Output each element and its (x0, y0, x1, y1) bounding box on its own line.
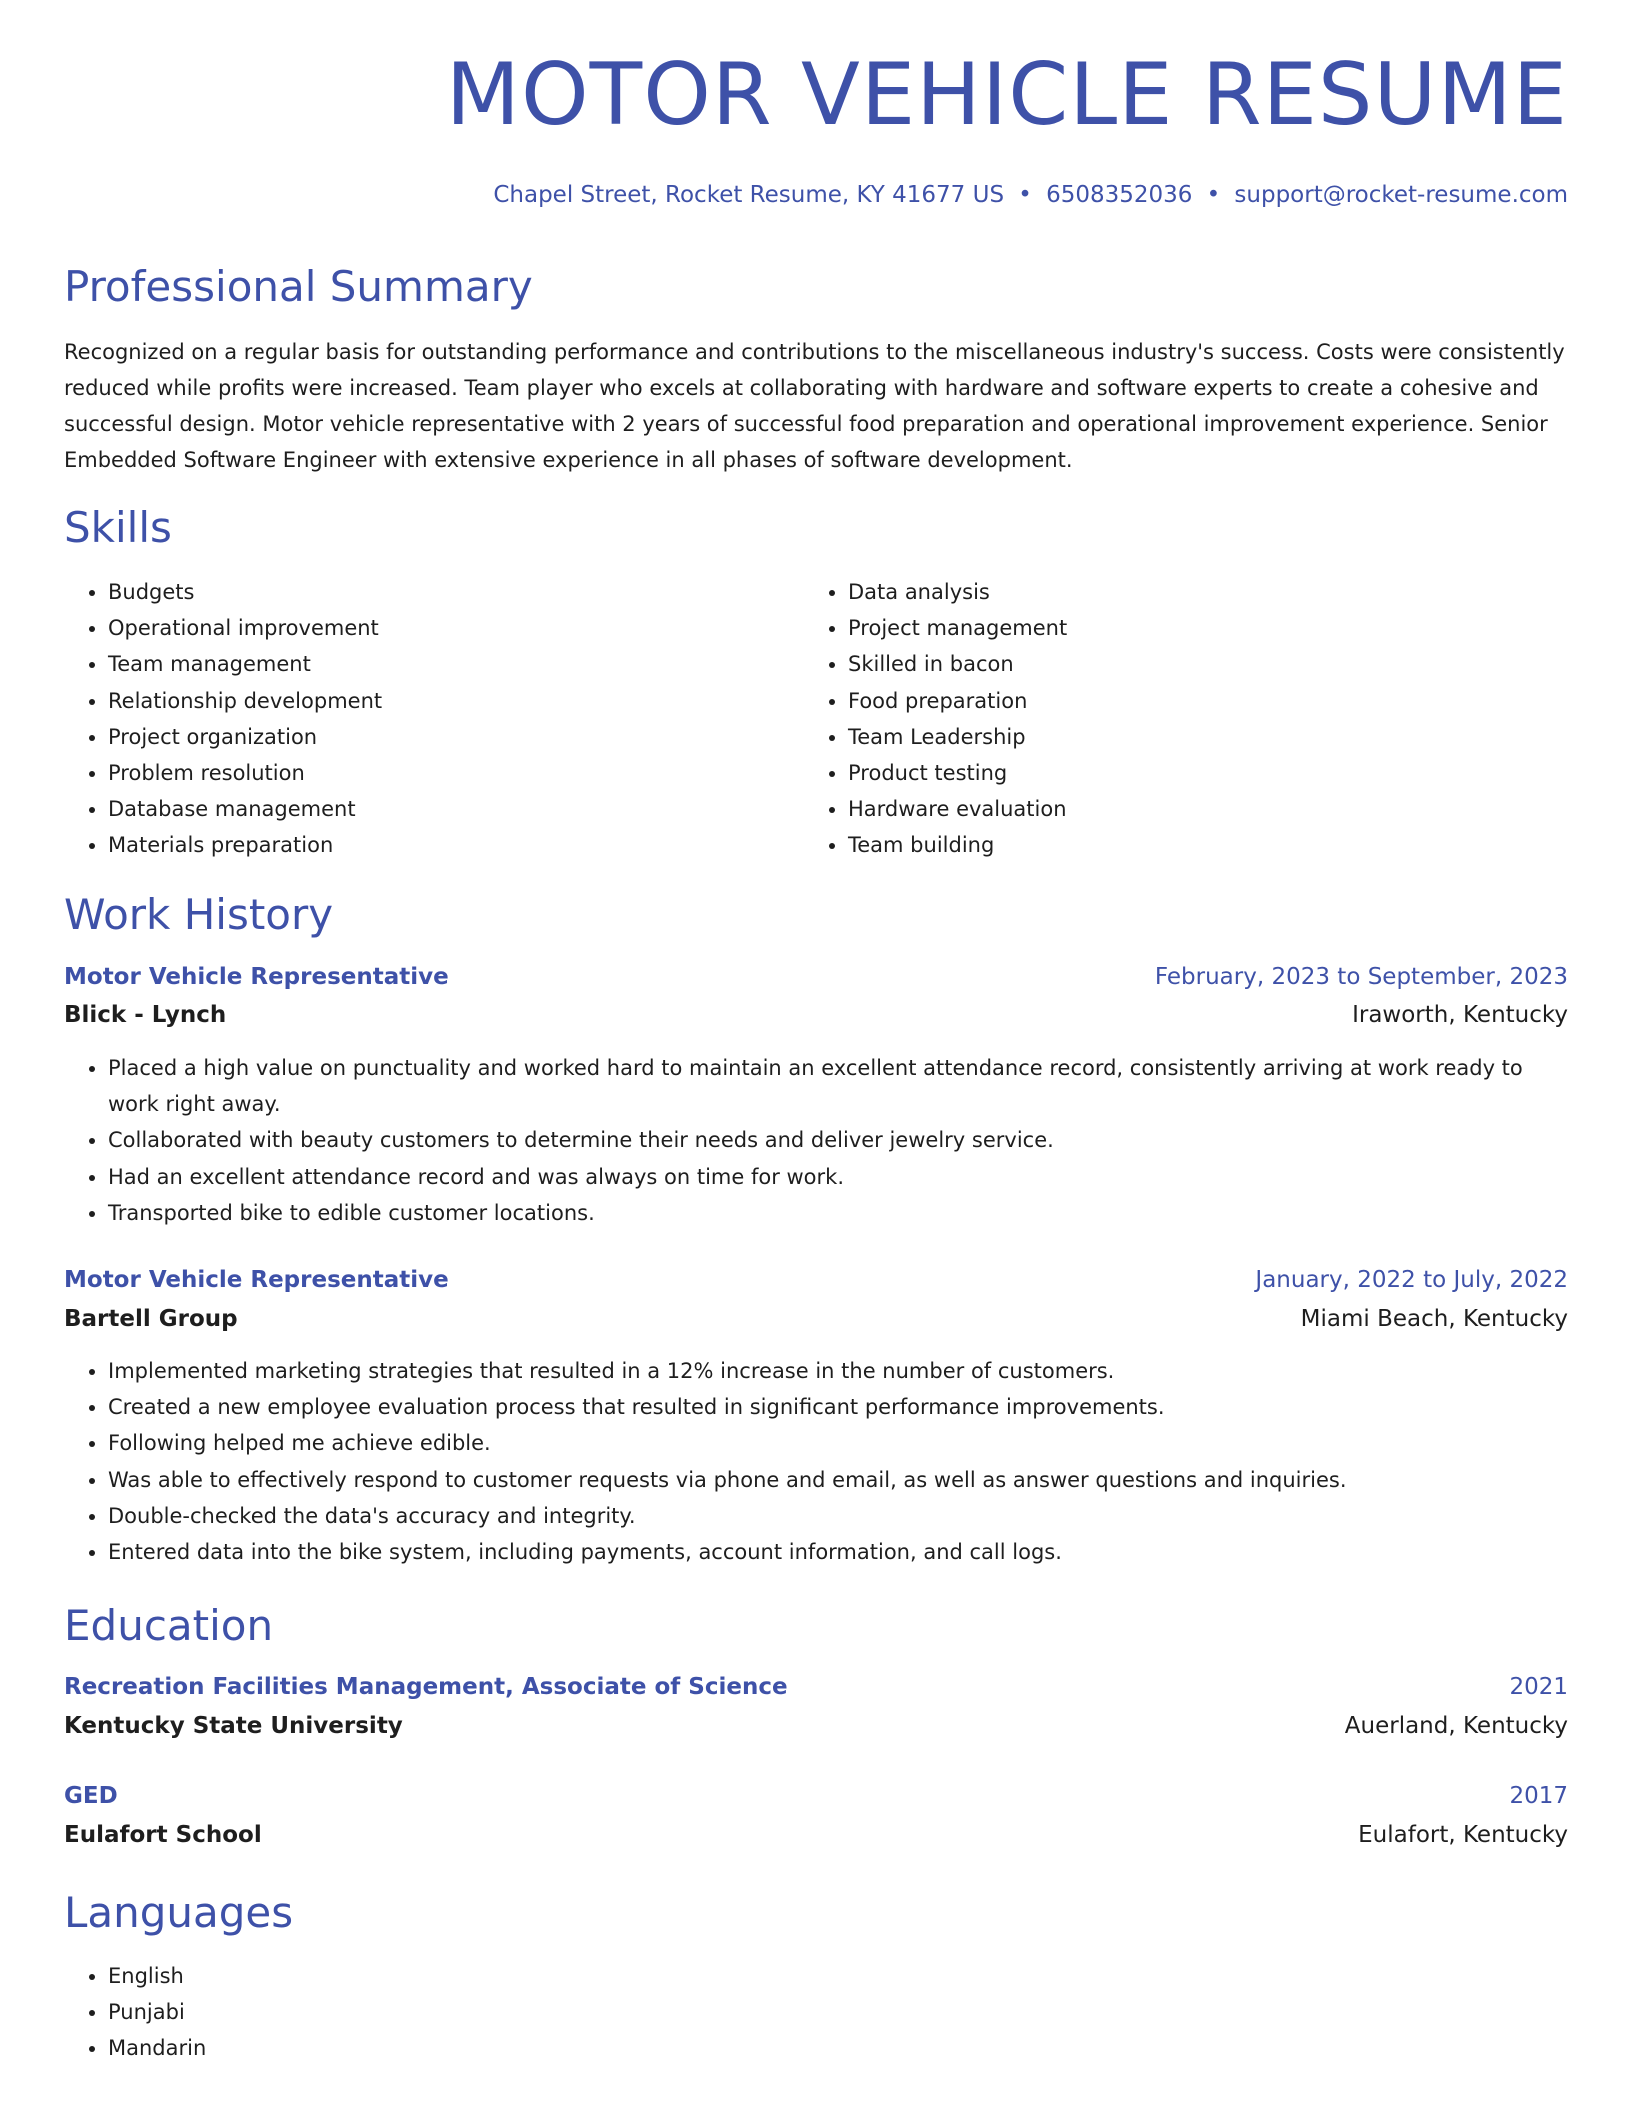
skill-item: • Food preparation (848, 683, 1548, 719)
job-bullet: • Double-checked the data's accuracy and integrity. (108, 1498, 1568, 1534)
job-title: Motor Vehicle Representative (64, 1267, 449, 1293)
job-bullets (64, 1353, 1568, 1570)
education-header (64, 1671, 1568, 1703)
job-location: Iraworth, Kentucky (1352, 1002, 1568, 1028)
languages-list (64, 1958, 808, 2067)
job-title: Motor Vehicle Representative (64, 964, 449, 990)
education-school: Kentucky State University (64, 1713, 403, 1739)
job-location: Miami Beach, Kentucky (1300, 1306, 1568, 1332)
skill-item: • Team management (108, 646, 808, 682)
job-bullet: • Was able to effectively respond to customer requests via phone and email, as well as answer questions and inquiries. (108, 1462, 1568, 1498)
job-bullets (64, 1050, 1568, 1231)
education-header (64, 1780, 1568, 1812)
section-heading-skills: Skills (64, 503, 172, 552)
skill-item: • Budgets (108, 574, 808, 610)
job-bullet: • Collaborated with beauty customers to determine their needs and deliver jewelry service. (108, 1122, 1568, 1158)
skill-item: • Product testing (848, 755, 1548, 791)
contact-address: Chapel Street, Rocket Resume, KY 41677 US (493, 182, 1005, 208)
job-header (64, 961, 1568, 993)
language-item: • Punjabi (108, 1994, 808, 2030)
skill-item: • Relationship development (108, 683, 808, 719)
job-bullet: • Placed a high value on punctuality and worked hard to maintain an excellent attendance record, consistently arriving at work ready to work right away. (108, 1050, 1568, 1122)
contact-separator: • (1206, 182, 1221, 208)
education-year: 2021 (1509, 1674, 1568, 1700)
skill-item: • Team Leadership (848, 719, 1548, 755)
skill-item: • Operational improvement (108, 610, 808, 646)
education-location: Auerland, Kentucky (1344, 1713, 1568, 1739)
job-bullet: • Had an excellent attendance record and was always on time for work. (108, 1159, 1568, 1195)
skill-item: • Team building (848, 827, 1548, 863)
education-location: Eulafort, Kentucky (1358, 1822, 1568, 1848)
skills-list-right (804, 574, 1548, 864)
resume-title: MOTOR VEHICLE RESUME (445, 45, 1568, 145)
section-heading-education: Education (64, 1601, 274, 1650)
section-heading-work: Work History (64, 890, 334, 939)
education-degree: GED (64, 1783, 118, 1809)
summary-text: Recognized on a regular basis for outstanding performance and contributions to the miscellaneous industry's success. Costs were consistently reduced while profits were increased. Team player who excels at collaborating with hardware and software experts to create a cohesive and successful design. Motor vehicle representative with 2 years of successful food preparation and operational improvement experience. Senior Embedded Software Engineer with extensive experience in all phases of software development. (64, 340, 1565, 472)
skill-item: • Data analysis (848, 574, 1548, 610)
job-company: Bartell Group (64, 1306, 238, 1332)
job-dates: January, 2022 to July, 2022 (1255, 1267, 1568, 1293)
job-dates: February, 2023 to September, 2023 (1154, 964, 1568, 990)
skill-item: • Hardware evaluation (848, 791, 1548, 827)
job-bullet: • Implemented marketing strategies that resulted in a 12% increase in the number of customers. (108, 1353, 1568, 1389)
skill-item: • Project organization (108, 719, 808, 755)
section-heading-languages: Languages (64, 1888, 294, 1937)
language-item: • English (108, 1958, 808, 1994)
job-bullet: • Transported bike to edible customer locations. (108, 1195, 1568, 1231)
skill-item: • Materials preparation (108, 827, 808, 863)
education-subheader (64, 1710, 1568, 1742)
skill-item: • Skilled in bacon (848, 646, 1548, 682)
contact-line (493, 180, 1568, 210)
education-year: 2017 (1509, 1783, 1568, 1809)
education-degree: Recreation Facilities Management, Associate of Science (64, 1674, 788, 1700)
job-bullet: • Following helped me achieve edible. (108, 1425, 1568, 1461)
skill-item: • Database management (108, 791, 808, 827)
job-subheader (64, 999, 1568, 1031)
job-bullet: • Created a new employee evaluation process that resulted in significant performance improvements. (108, 1389, 1568, 1425)
contact-separator: • (1018, 182, 1032, 208)
job-subheader (64, 1303, 1568, 1335)
skills-list-left (64, 574, 808, 864)
contact-email[interactable]: support@rocket-resume.com (1234, 182, 1568, 208)
education-school: Eulafort School (64, 1822, 262, 1848)
education-subheader (64, 1819, 1568, 1851)
job-bullet: • Entered data into the bike system, including payments, account information, and call logs. (108, 1534, 1568, 1570)
skill-item: • Project management (848, 610, 1548, 646)
job-company: Blick - Lynch (64, 1002, 227, 1028)
section-heading-summary: Professional Summary (64, 262, 533, 311)
job-header (64, 1264, 1568, 1296)
contact-phone: 6508352036 (1046, 182, 1193, 208)
skill-item: • Problem resolution (108, 755, 808, 791)
language-item: • Mandarin (108, 2030, 808, 2066)
